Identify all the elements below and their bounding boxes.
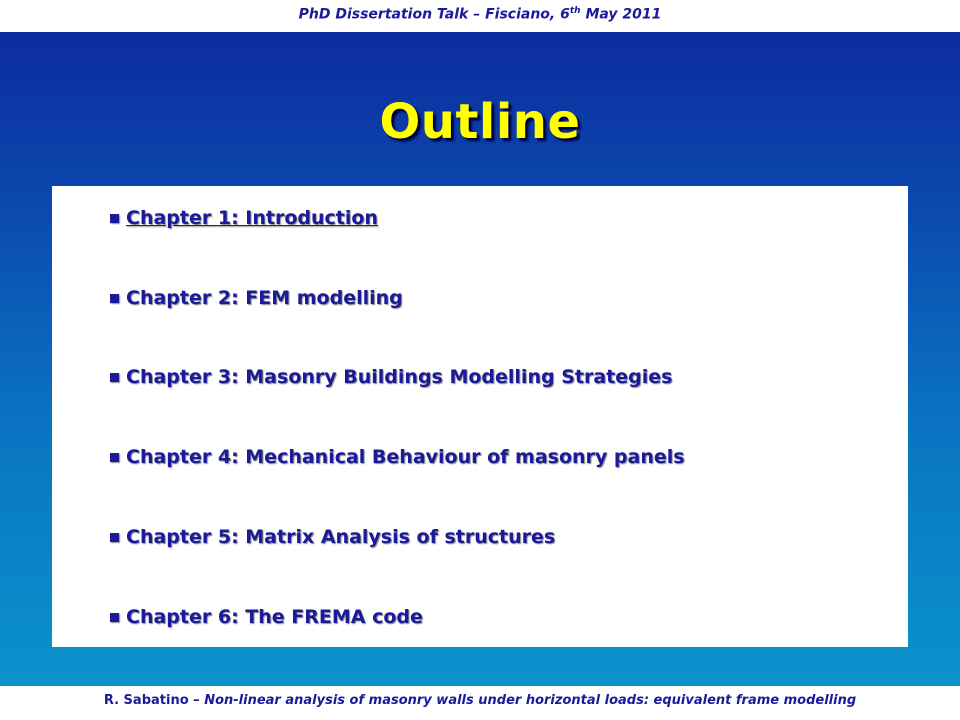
outline-item-chapter-3 [110,362,672,392]
square-bullet-icon [110,294,119,303]
outline-box [52,186,908,647]
outline-item-label[interactable]: Chapter 1: Introduction [126,207,378,229]
footer-text [104,693,856,708]
outline-item-label: Chapter 2: FEM modelling [126,287,403,309]
outline-item-chapter-6 [110,602,423,632]
square-bullet-icon [110,453,119,462]
header-text [299,6,662,23]
header-text-date: May 2011 [580,6,662,23]
square-bullet-icon [110,373,119,382]
header-text-sup: th [569,6,581,16]
square-bullet-icon [110,613,119,622]
slide-title: Outline [379,94,581,150]
outline-item-chapter-2 [110,283,403,313]
outline-item-label: Chapter 4: Mechanical Behaviour of masonry panels [126,446,685,468]
square-bullet-icon [110,214,119,223]
outline-item-chapter-5 [110,522,555,552]
footer-title: Non-linear analysis of masonry walls under horizontal loads: equivalent frame modelling [204,693,857,708]
outline-item-chapter-1[interactable] [110,203,378,233]
footer-author: R. Sabatino [103,693,189,708]
slide-body [0,32,960,686]
outline-item-label: Chapter 6: The FREMA code [126,606,423,628]
square-bullet-icon [110,533,119,542]
outline-item-chapter-4 [110,442,685,472]
outline-item-label: Chapter 5: Matrix Analysis of structures [126,526,556,548]
footer-separator: – [188,693,205,708]
outline-item-label: Chapter 3: Masonry Buildings Modelling Strategies [126,366,673,388]
header-text-main: PhD Dissertation Talk – Fisciano, 6 [298,6,570,23]
slide-footer [0,686,960,720]
slide-header [0,0,960,32]
